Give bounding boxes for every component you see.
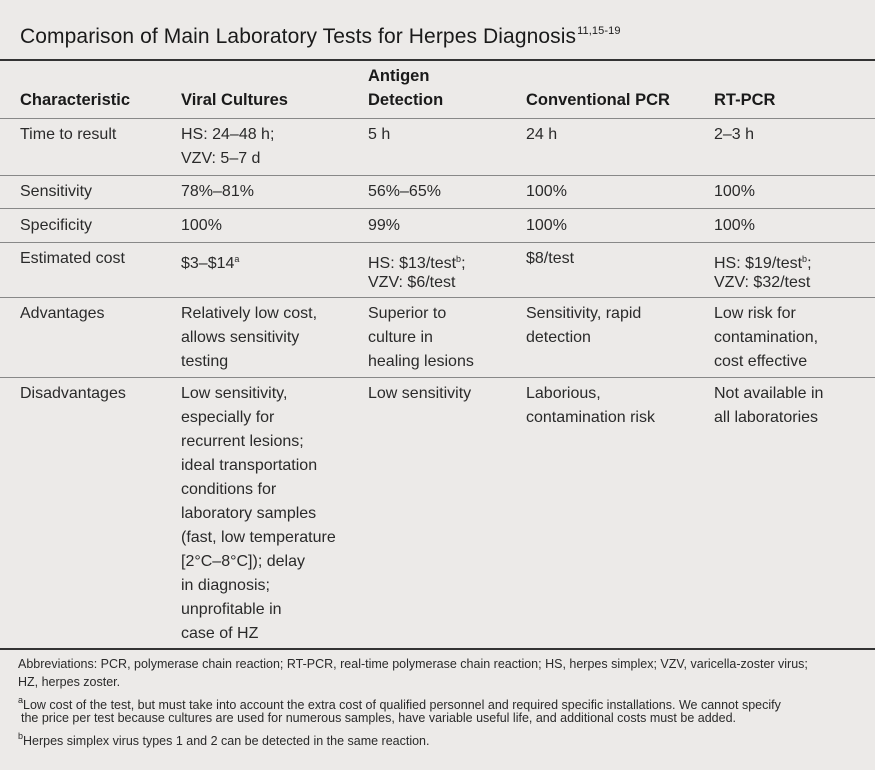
- row-rule: [0, 175, 875, 176]
- header-conventional-pcr: Conventional PCR: [526, 91, 670, 109]
- title-rule: [0, 59, 875, 61]
- header-antigen-line1: Antigen: [368, 67, 430, 85]
- row-advantages-antigen-1: Superior to: [368, 305, 447, 322]
- row-advantages-cpcr-1: Sensitivity, rapid: [526, 305, 642, 322]
- row-sensitivity-viral: 78%–81%: [181, 183, 254, 200]
- row-sensitivity-cpcr: 100%: [526, 183, 567, 200]
- row-disadvantages-viral-5: conditions for: [181, 481, 277, 498]
- row-sensitivity-label: Sensitivity: [20, 183, 93, 200]
- row-time-viral-1: HS: 24–48 h;: [181, 126, 275, 143]
- row-advantages-rtpcr-2: contamination,: [714, 329, 819, 346]
- row-advantages-rtpcr-1: Low risk for: [714, 305, 796, 322]
- row-cost-viral: $3–$14$^a$: [181, 254, 240, 272]
- row-time-antigen: 5 h: [368, 126, 391, 143]
- footnote-a-1: $^a$Low cost of the test, but must take into account the extra cost of qualified personnel and required specific installations. We cannot specify: [18, 695, 781, 712]
- row-disadvantages-cpcr-2: contamination risk: [526, 409, 655, 426]
- row-disadvantages-cpcr-1: Laborious,: [526, 385, 601, 402]
- row-advantages-antigen-3: healing lesions: [368, 353, 474, 370]
- row-disadvantages-viral-11: case of HZ: [181, 625, 259, 642]
- row-cost-rtpcr-2: VZV: $32/test: [714, 274, 811, 291]
- row-time-label: Time to result: [20, 126, 117, 143]
- row-cost-cpcr: $8/test: [526, 250, 575, 267]
- row-advantages-antigen-2: culture in: [368, 329, 433, 346]
- row-disadvantages-viral-6: laboratory samples: [181, 505, 317, 522]
- table-title: Comparison of Main Laboratory Tests for Herpes Diagnosis$^{11,15-19}$: [20, 25, 621, 48]
- row-disadvantages-label: Disadvantages: [20, 385, 126, 402]
- row-disadvantages-rtpcr-1: Not available in: [714, 385, 824, 402]
- row-advantages-label: Advantages: [20, 305, 105, 322]
- row-time-rtpcr: 2–3 h: [714, 126, 755, 143]
- header-antigen-line2: Detection: [368, 91, 444, 109]
- row-advantages-viral-2: allows sensitivity: [181, 329, 300, 346]
- row-cost-rtpcr-1: HS: $19/test$^b$;: [714, 254, 812, 272]
- row-specificity-rtpcr: 100%: [714, 217, 755, 234]
- row-advantages-viral-3: testing: [181, 353, 229, 370]
- row-cost-label: Estimated cost: [20, 250, 125, 267]
- header-viral-cultures: Viral Cultures: [181, 91, 288, 109]
- row-disadvantages-viral-3: recurrent lesions;: [181, 433, 304, 450]
- row-rule: [0, 377, 875, 378]
- row-sensitivity-rtpcr: 100%: [714, 183, 755, 200]
- row-disadvantages-viral-10: unprofitable in: [181, 601, 282, 618]
- row-rule: [0, 242, 875, 243]
- row-rule: [0, 297, 875, 298]
- title-references: 11,15-19: [577, 25, 621, 37]
- row-disadvantages-viral-8: [2°C–8°C]); delay: [181, 553, 305, 570]
- footnote-a-2: the price per test because cultures are used for numerous samples, have variable useful life, and additional costs must be added.: [21, 711, 736, 725]
- row-disadvantages-viral-7: (fast, low temperature: [181, 529, 336, 546]
- row-advantages-viral-1: Relatively low cost,: [181, 305, 318, 322]
- header-rt-pcr: RT-PCR: [714, 91, 776, 109]
- row-disadvantages-viral-4: ideal transportation: [181, 457, 318, 474]
- footnote-abbreviations-1: Abbreviations: PCR, polymerase chain reaction; RT-PCR, real-time polymerase chain reaction; HS, herpes simplex; VZV, varicella-zoster virus;: [18, 657, 808, 671]
- footnote-b: $^b$Herpes simplex virus types 1 and 2 can be detected in the same reaction.: [18, 731, 430, 748]
- row-advantages-rtpcr-3: cost effective: [714, 353, 808, 370]
- row-disadvantages-viral-9: in diagnosis;: [181, 577, 270, 594]
- header-rule: [0, 118, 875, 119]
- row-specificity-cpcr: 100%: [526, 217, 567, 234]
- table-bottom-rule: [0, 648, 875, 650]
- row-rule: [0, 208, 875, 209]
- row-disadvantages-viral-2: especially for: [181, 409, 275, 426]
- row-specificity-label: Specificity: [20, 217, 93, 234]
- row-time-cpcr: 24 h: [526, 126, 558, 143]
- header-characteristic: Characteristic: [20, 91, 131, 109]
- row-specificity-antigen: 99%: [368, 217, 401, 234]
- row-sensitivity-antigen: 56%–65%: [368, 183, 441, 200]
- footnote-abbreviations-2: HZ, herpes zoster.: [18, 675, 121, 689]
- row-cost-antigen-1: HS: $13/test$^b$;: [368, 254, 466, 272]
- row-disadvantages-viral-1: Low sensitivity,: [181, 385, 288, 402]
- row-time-viral-2: VZV: 5–7 d: [181, 150, 261, 167]
- row-disadvantages-antigen: Low sensitivity: [368, 385, 472, 402]
- row-advantages-cpcr-2: detection: [526, 329, 591, 346]
- row-specificity-viral: 100%: [181, 217, 222, 234]
- row-cost-antigen-2: VZV: $6/test: [368, 274, 456, 291]
- row-disadvantages-rtpcr-2: all laboratories: [714, 409, 819, 426]
